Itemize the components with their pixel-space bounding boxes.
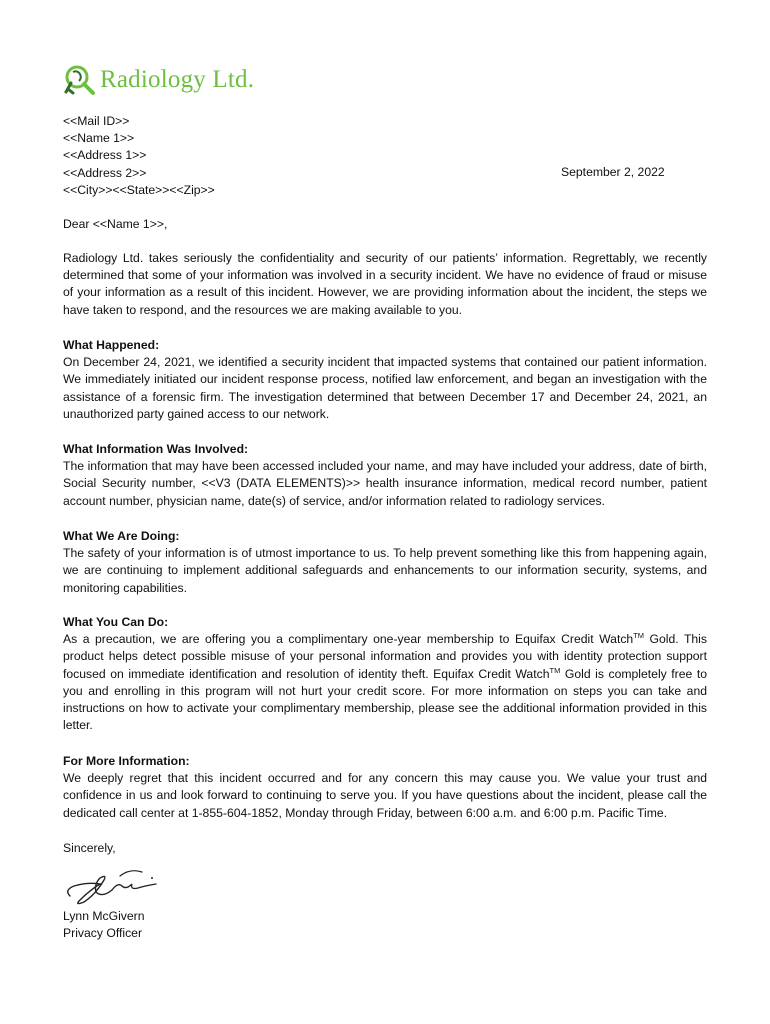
city-state-zip: <<City>><<State>><<Zip>> bbox=[63, 182, 215, 197]
section-body-part: Gold is completely free to you and enrolling in this program will not hurt your credit score. For more information on steps you can take and instructions on how to activate your complimentary membership, please see the additional information provided in this letter. bbox=[63, 666, 707, 733]
section-body-part: As a precaution, we are offering you a complimentary one-year membership to Equifax Credit Watch bbox=[63, 632, 634, 647]
closing: Sincerely, bbox=[63, 841, 116, 855]
signer-name: Lynn McGivern bbox=[63, 909, 145, 923]
company-logo bbox=[62, 60, 254, 100]
radiology-logo-icon bbox=[62, 62, 98, 98]
address-line-1: <<Address 1>> bbox=[63, 148, 147, 163]
section-heading: For More Information: bbox=[63, 754, 190, 768]
greeting: Dear <<Name 1>>, bbox=[63, 217, 168, 231]
recipient-address bbox=[63, 113, 215, 199]
intro-paragraph: Radiology Ltd. takes seriously the confidentiality and security of our patients’ information. Regrettably, we recently determined that some of your information was involved in a security incident. We have no evidence of fraud or misuse of your information as a result of this incident. However, we are providing information about the incident, the steps we have taken to respond, and the resources we are making available to you. bbox=[63, 251, 707, 317]
what-information-section bbox=[63, 441, 707, 510]
trademark-mark: TM bbox=[633, 631, 645, 641]
section-body: On December 24, 2021, we identified a security incident that impacted systems that contained our patient information. We immediately initiated our incident response process, notified law enforcement, and began an investigation with the assistance of a forensic firm. The investigation determined that between December 17 and December 24, 2021, an unauthorized party gained access to our network. bbox=[63, 355, 707, 421]
recipient-name: <<Name 1>> bbox=[63, 131, 135, 146]
trademark-mark: TM bbox=[549, 665, 561, 675]
section-body: We deeply regret that this incident occurred and for any concern this may cause you. We value your trust and confidence in us and look forward to continuing to serve you. If you have questions about the incident, please call the dedicated call center at 1-855-604-1852, Monday through Friday, between 6:00 a.m. and 6:00 p.m. Pacific Time. bbox=[63, 771, 707, 820]
section-heading: What Happened: bbox=[63, 338, 160, 352]
what-happened-section bbox=[63, 337, 707, 423]
handwritten-signature bbox=[60, 860, 170, 908]
address-line-2: <<Address 2>> bbox=[63, 165, 147, 180]
what-we-are-doing-section bbox=[63, 528, 707, 597]
section-heading: What Information Was Involved: bbox=[63, 442, 249, 456]
section-body: The information that may have been accessed included your name, and may have included your address, date of birth, Social Security number, <<V3 (DATA ELEMENTS)>> health insurance information, medical record number, patient account number, physician name, date(s) of service, and/or information related to radiology services. bbox=[63, 459, 707, 508]
more-information-section bbox=[63, 753, 707, 822]
section-heading: What You Can Do: bbox=[63, 615, 169, 629]
section-body: The safety of your information is of utmost importance to us. To help prevent something like this from happening again, we are continuing to implement additional safeguards and enhancements to our information security, systems, and monitoring capabilities. bbox=[63, 546, 707, 595]
signer-block bbox=[63, 908, 145, 942]
section-heading: What We Are Doing: bbox=[63, 529, 180, 543]
mail-id: <<Mail ID>> bbox=[63, 114, 130, 128]
company-name: Radiology Ltd. bbox=[100, 66, 255, 93]
what-you-can-do-section bbox=[63, 614, 707, 734]
section-body-part: Gold. This product helps detect possible misuse of your personal information and provides you with identity protection support focused on immediate identification and resolution of identity theft. Equifax Credit Watch bbox=[63, 632, 707, 681]
letter-date: September 2, 2022 bbox=[561, 165, 665, 179]
signer-title: Privacy Officer bbox=[63, 926, 143, 941]
